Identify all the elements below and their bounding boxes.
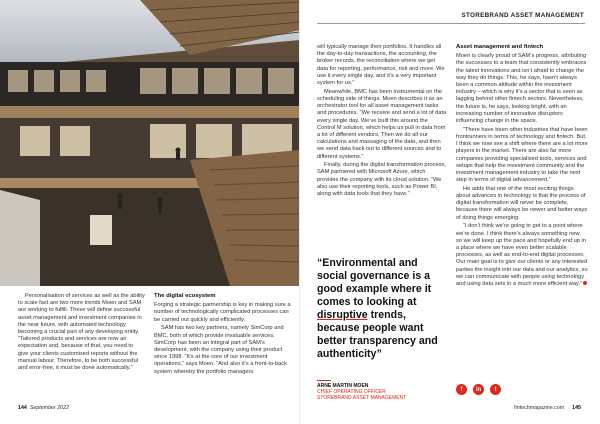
pull-quote-text-end: trends, because people want better transparency and authenticity” [317, 309, 438, 360]
paragraph: Forging a strategic partnership is key in making sure a number of technologically complicated processes can be carried out quickly and efficiently. [154, 302, 291, 323]
paragraph: SAM has two key partners, namely SimCorp and BMC, both of which provide invaluable services. SimCorp has been an integral part of SAM’s development, with the company using their product since 1998. “It’s at the core of our investment operations,” says Moen. “And also it’s a front-to-back system whereby the portfolio managers [154, 325, 287, 375]
right-page-footer [514, 405, 584, 411]
linkedin-icon[interactable]: in [473, 384, 484, 395]
attribution-company: STOREBRAND ASSET MANAGEMENT [317, 395, 407, 402]
attribution-name: ARNE MARTIN MOEN [317, 383, 369, 389]
issue-date: September 2022 [29, 405, 70, 411]
end-of-article-mark [583, 281, 587, 285]
right-page-number: 145 [572, 405, 581, 411]
office-atrium-photo [0, 0, 300, 286]
left-page-footer [18, 405, 69, 411]
facebook-icon[interactable]: f [456, 384, 467, 395]
twitter-icon[interactable]: t [490, 384, 501, 395]
paragraph: “There have been other industries that have been frontrunners in terms of technology and fintech. But, I think we now see a shift where there are a lot more players in the market. There are also far more companies providing specialised tools, services and setups that help the investment community and the investment management industry to take the next step in terms of digital advancement.” [456, 126, 588, 184]
magazine-website: fintechmagazine.com [514, 405, 565, 411]
paragraph: Meanwhile, BMC has been instrumental on the scheduling side of things. Moen describes it as an orchestrator tool for all asset management tasks and procedures. “We receive and send a lot of data every single day. We’ve built this around the Control M solution, which helps us pull in data from a lot of different vendors. Then we do all our calculations and massaging of the data, and then we send data back out to different sources and to different systems.” [317, 88, 447, 160]
section-heading-asset-management: Asset management and fintech [456, 44, 544, 50]
paragraph: Finally, during the digital transformation process, SAM partnered with Microsoft Azure, which provides the company with its cloud solution. “We also use their reporting tools, such as Power BI, along with data tools that they have.” [317, 162, 446, 198]
page-gutter [299, 0, 301, 424]
pull-quote-highlight: disruptive [317, 309, 368, 321]
article-column-1 [18, 293, 145, 374]
header-rule [317, 23, 585, 24]
pull-quote-text: “Environmental and social governance is a good example where it comes to looking at [317, 257, 432, 308]
pull-quote [317, 257, 447, 361]
paragraph: Personalisation of services as well as the ability to scale fast are two more trends Moen and SAM are working to fulfill. These will define successful asset management and investment companies in the near future, with automated technology becoming a crucial part of any developing entity. “Tailored products and services are now an expectation and, because of that, you need to give your clients customised reports without the manual labour. Therefore, to be both successful and error-free, it must be done automatically.” [18, 293, 145, 372]
quote-attribution [317, 383, 406, 402]
article-column-2 [154, 293, 294, 377]
closing-paragraph-text: “I don’t think we’re going to get to a point where we’re done. I think there’s always something new, so we will keep up the pace and hopefully end up in a place where we have even better scalable processes, as well as end-to-end digital processes. Our main goal is to give our clients or any interested parties the insight into our data and our analytics, so we can communicate with people using technology and using data sets in a much more efficient way.” [456, 223, 588, 287]
paragraph: He adds that one of the most exciting things about advances in technology is that the process of digital transformation will never be complete, because there will always be newer and better ways of doing things emerging. [456, 185, 588, 221]
running-title: STOREBRAND ASSET MANAGEMENT [461, 12, 584, 19]
left-page-number: 144 [18, 405, 27, 411]
paragraph: will typically manage their portfolios. It handles all the day-to-day transactions, the accounting, the broker records, the reconciliation where we get data for reporting, performance, risk and more. We use it every single day, and it’s a very important system for us.” [317, 44, 445, 87]
paragraph: Moen is clearly proud of SAM’s progress, attributing the successes to a team that consistently embraces the latest innovations and isn’t afraid to change the way they do things. This, he says, hasn’t always been a common attitude within the investment industry – which is why it’s a sector that is seen as lagging behind other fintech sectors. Nevertheless, the future is, he says, looking bright, with an increasing number of innovative disruptors influencing change in the space. [456, 53, 587, 125]
section-heading-digital-ecosystem: The digital ecosystem [154, 293, 216, 299]
article-column-4 [456, 44, 588, 290]
paragraph [456, 223, 588, 288]
social-share-bar [456, 384, 501, 395]
attribution-role: CHIEF OPERATING OFFICER [317, 389, 386, 396]
attribution-rule [317, 380, 331, 381]
article-column-3 [317, 44, 447, 200]
